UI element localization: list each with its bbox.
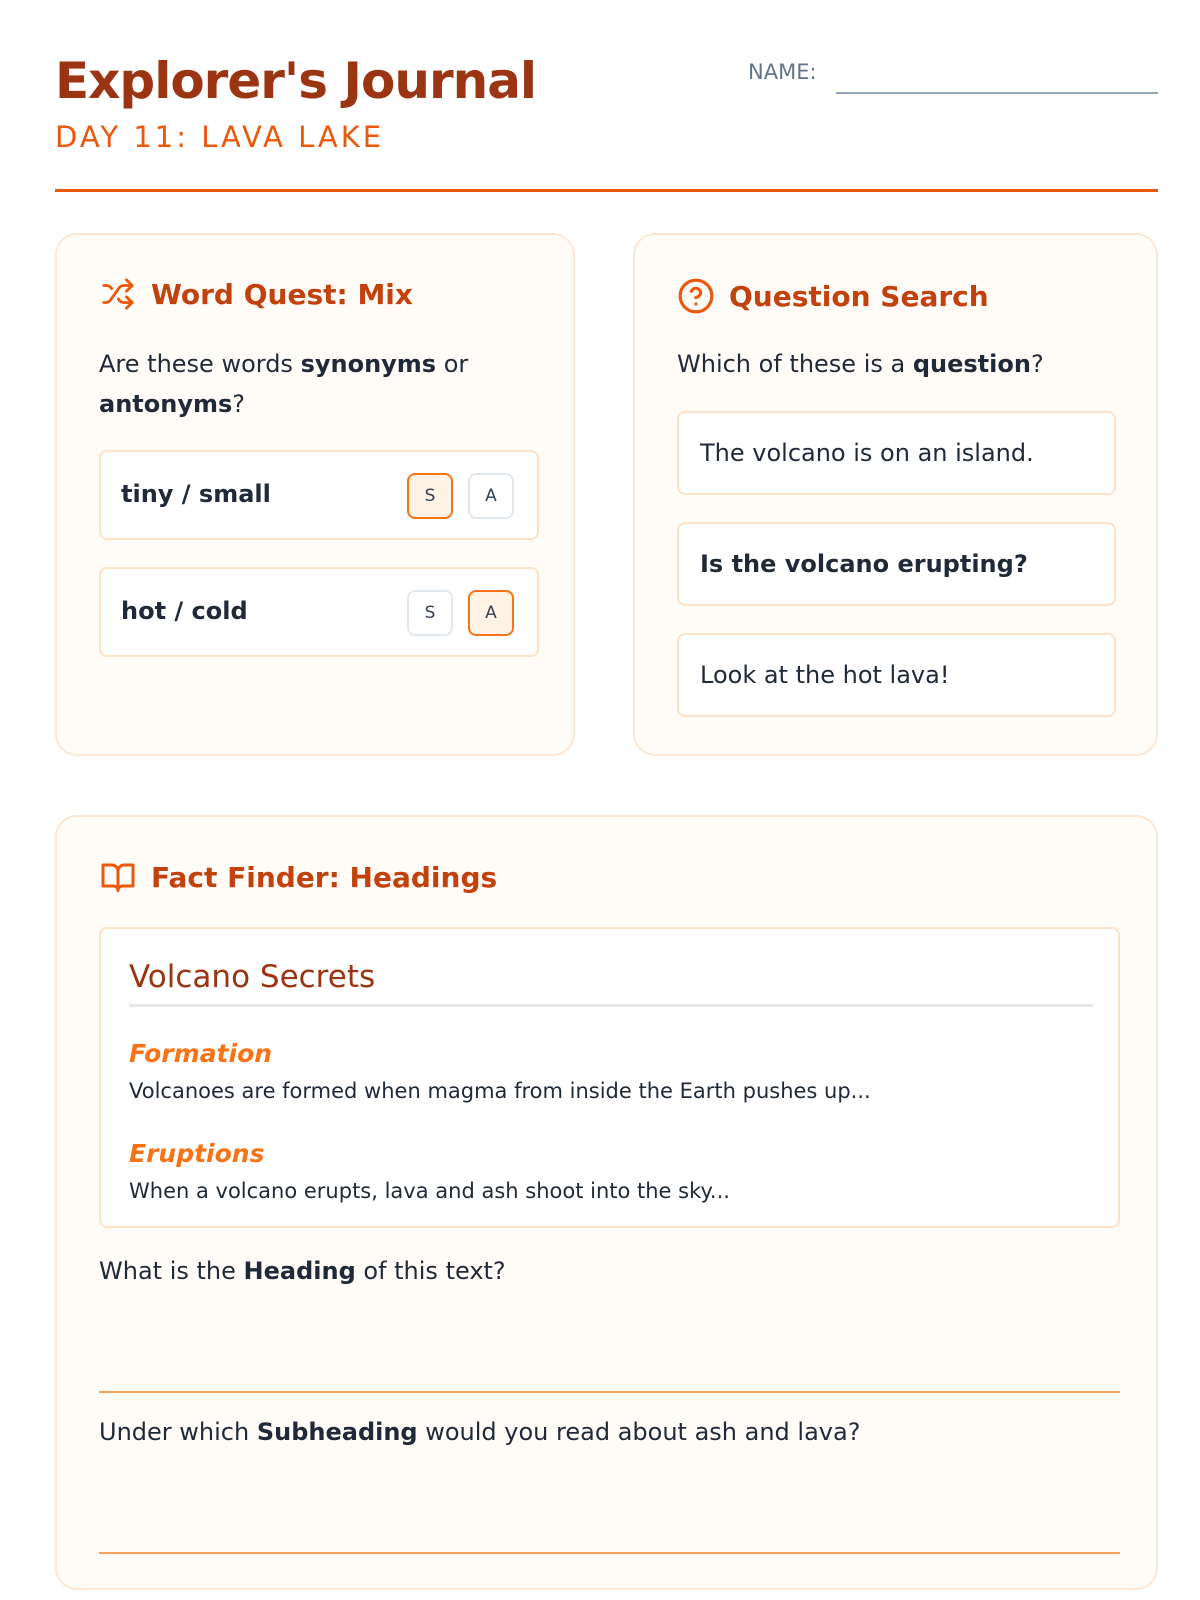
question-circle-icon (677, 277, 715, 315)
question-option[interactable]: Is the volcano erupting? (677, 522, 1116, 606)
page-title: Explorer's Journal (55, 52, 537, 110)
question-option[interactable]: The volcano is on an island. (677, 411, 1116, 495)
shuffle-icon (99, 277, 137, 311)
section-text: Volcanoes are formed when magma from inside the Earth pushes up... (129, 1079, 871, 1103)
fact-finder-header (99, 859, 497, 895)
name-field[interactable] (836, 92, 1158, 94)
name-label: NAME: (748, 60, 817, 84)
fact-finder-card (55, 815, 1158, 1590)
article-title-rule (129, 1004, 1093, 1007)
word-quest-header (99, 277, 413, 311)
subheading: Formation (129, 1039, 273, 1068)
day-subtitle: DAY 11: LAVA LAKE (55, 120, 385, 154)
word-quest-title: Word Quest: Mix (151, 277, 413, 311)
question-search-card (633, 233, 1158, 756)
word-pair-label: hot / cold (121, 597, 248, 625)
subheading-question: Under which Subheading would you read about ash and lava? (99, 1418, 861, 1446)
word-pair-row (99, 450, 539, 540)
question-search-prompt: Which of these is a question? (677, 350, 1044, 378)
article-box (99, 927, 1120, 1228)
subheading: Eruptions (129, 1139, 265, 1168)
heading-answer-line[interactable] (99, 1391, 1120, 1393)
section-text: When a volcano erupts, lava and ash shoot into the sky... (129, 1179, 730, 1203)
header-divider (55, 189, 1158, 192)
word-pair-label: tiny / small (121, 480, 271, 508)
fact-finder-title: Fact Finder: Headings (151, 860, 498, 894)
question-search-title: Question Search (729, 279, 989, 313)
word-quest-card (55, 233, 575, 756)
question-search-header (677, 277, 989, 315)
synonym-option[interactable]: S (407, 590, 453, 636)
article-title: Volcano Secrets (129, 959, 376, 995)
heading-question: What is the Heading of this text? (99, 1257, 506, 1285)
word-quest-prompt: Are these words synonyms or antonyms? (99, 350, 469, 418)
subheading-answer-line[interactable] (99, 1552, 1120, 1554)
open-book-icon (99, 859, 137, 895)
antonym-option[interactable]: A (468, 590, 514, 636)
word-pair-row (99, 567, 539, 657)
question-option[interactable]: Look at the hot lava! (677, 633, 1116, 717)
antonym-option[interactable]: A (468, 473, 514, 519)
synonym-option[interactable]: S (407, 473, 453, 519)
